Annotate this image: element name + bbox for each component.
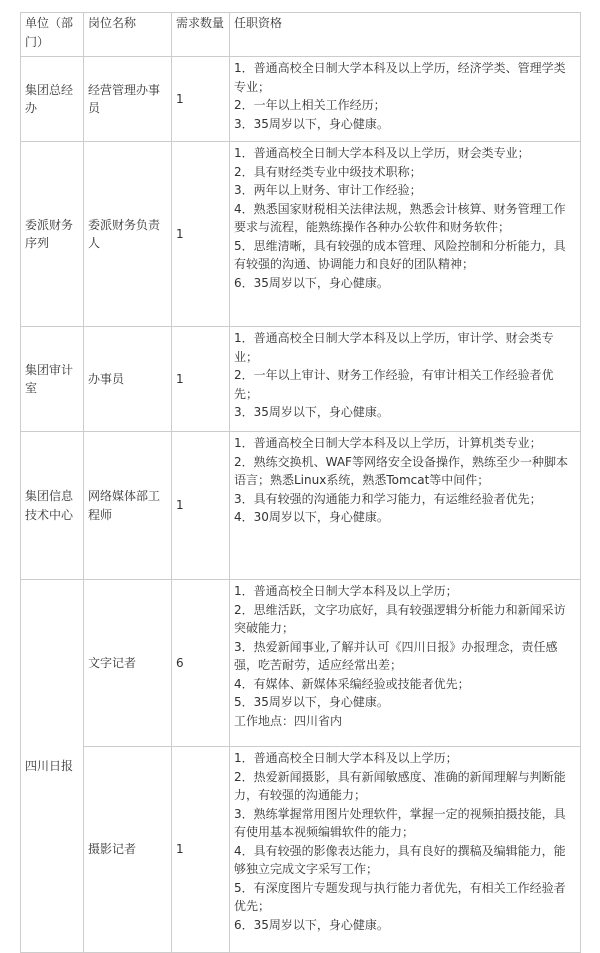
requirement-line: 2．一年以上审计、财务工作经验，有审计相关工作经验者优先；	[234, 368, 554, 401]
requirement-line: 1．普通高校全日制大学本科及以上学历，财会类专业；	[234, 146, 530, 160]
unit-cell: 集团总经办	[21, 57, 84, 142]
position-cell: 办事员	[84, 327, 172, 432]
requirement-line: 2．热爱新闻摄影，具有新闻敏感度、准确的新闻理解与判断能力，有较强的沟通能力；	[234, 769, 566, 802]
table-row	[21, 580, 581, 747]
requirement-line: 4．30周岁以下，身心健康。	[234, 510, 389, 524]
count-cell: 6	[172, 580, 230, 747]
requirement-line: 2．思维活跃，文字功底好，具有较强逻辑分析能力和新闻采访突破能力；	[234, 602, 566, 635]
requirement-line: 4．有媒体、新媒体采编经验或技能者优先；	[234, 676, 470, 691]
table-row	[21, 142, 581, 327]
requirement-line: 6．35周岁以下，身心健康。	[234, 917, 389, 932]
requirements-cell	[230, 57, 581, 142]
table-row	[21, 432, 581, 580]
requirement-line: 3．具有较强的沟通能力和学习能力，有运维经验者优先；	[234, 491, 542, 506]
requirement-line: 6．35周岁以下，身心健康。	[234, 275, 389, 290]
requirement-line: 4．具有较强的影像表达能力，具有良好的撰稿及编辑能力，能够独立完成文字采写工作；	[234, 843, 566, 876]
requirements-cell	[230, 142, 581, 327]
requirements-cell	[230, 432, 581, 580]
table-row	[21, 747, 581, 953]
requirement-line: 1．普通高校全日制大学本科及以上学历，审计学、财会类专业；	[234, 331, 554, 364]
requirement-line: 4．熟悉国家财税相关法律法规，熟悉会计核算、财务管理工作要求与流程，能熟练操作各种办公软件和财务软件；	[234, 201, 566, 234]
table-row	[21, 327, 581, 432]
count-cell: 1	[172, 57, 230, 142]
position-cell: 经营管理办事员	[84, 57, 172, 142]
unit-cell: 集团审计室	[21, 327, 84, 432]
requirement-line: 2．熟练交换机、WAF等网络安全设备操作，熟练至少一种脚本语言；熟悉Linux系统，熟悉Tomcat等中间件；	[234, 454, 568, 487]
requirement-line: 工作地点：四川省内	[234, 713, 343, 728]
requirements-cell	[230, 747, 581, 953]
count-cell: 1	[172, 142, 230, 327]
position-cell: 文字记者	[84, 580, 172, 747]
requirement-line: 1．普通高校全日制大学本科及以上学历，经济学类、管理学类专业；	[234, 61, 566, 94]
header-requirements: 任职资格	[230, 13, 581, 57]
position-cell: 委派财务负责人	[84, 142, 172, 327]
requirement-line: 5．35周岁以下，身心健康。	[234, 695, 389, 709]
header-unit: 单位（部门）	[21, 13, 84, 57]
requirement-line: 3．热爱新闻事业,了解并认可《四川日报》办报理念，责任感强，吃苦耐劳，适应经常出差；	[234, 639, 558, 672]
requirement-line: 2．具有财经类专业中级技术职称；	[234, 164, 422, 179]
unit-cell: 委派财务序列	[21, 142, 84, 327]
requirement-line: 2．一年以上相关工作经历；	[234, 98, 386, 112]
recruitment-table	[20, 12, 581, 953]
unit-cell: 集团信息技术中心	[21, 432, 84, 580]
requirements-cell	[230, 580, 581, 747]
header-count: 需求数量	[172, 13, 230, 57]
requirement-line: 5．思维清晰，具有较强的成本管理、风险控制和分析能力，具有较强的沟通、协调能力和良好的团队精神；	[234, 238, 566, 271]
requirement-line: 1．普通高校全日制大学本科及以上学历；	[234, 584, 458, 598]
header-position: 岗位名称	[84, 13, 172, 57]
requirement-line: 1．普通高校全日制大学本科及以上学历；	[234, 751, 458, 765]
requirement-line: 3．35周岁以下，身心健康。	[234, 405, 389, 419]
requirements-cell	[230, 327, 581, 432]
requirement-line: 3．两年以上财务、审计工作经验；	[234, 183, 422, 197]
position-cell: 摄影记者	[84, 747, 172, 953]
requirement-line: 5．有深度图片专题发现与执行能力者优先，有相关工作经验者优先；	[234, 880, 566, 913]
requirement-line: 3．35周岁以下，身心健康。	[234, 116, 389, 131]
unit-cell: 四川日报	[21, 580, 84, 953]
position-cell: 网络媒体部工程师	[84, 432, 172, 580]
requirement-line: 3．熟练掌握常用图片处理软件，掌握一定的视频拍摄技能，具有使用基本视频编辑软件的能力；	[234, 806, 566, 839]
table-row	[21, 57, 581, 142]
count-cell: 1	[172, 327, 230, 432]
count-cell: 1	[172, 432, 230, 580]
table-header-row	[21, 13, 581, 57]
count-cell: 1	[172, 747, 230, 953]
requirement-line: 1．普通高校全日制大学本科及以上学历，计算机类专业；	[234, 436, 542, 450]
